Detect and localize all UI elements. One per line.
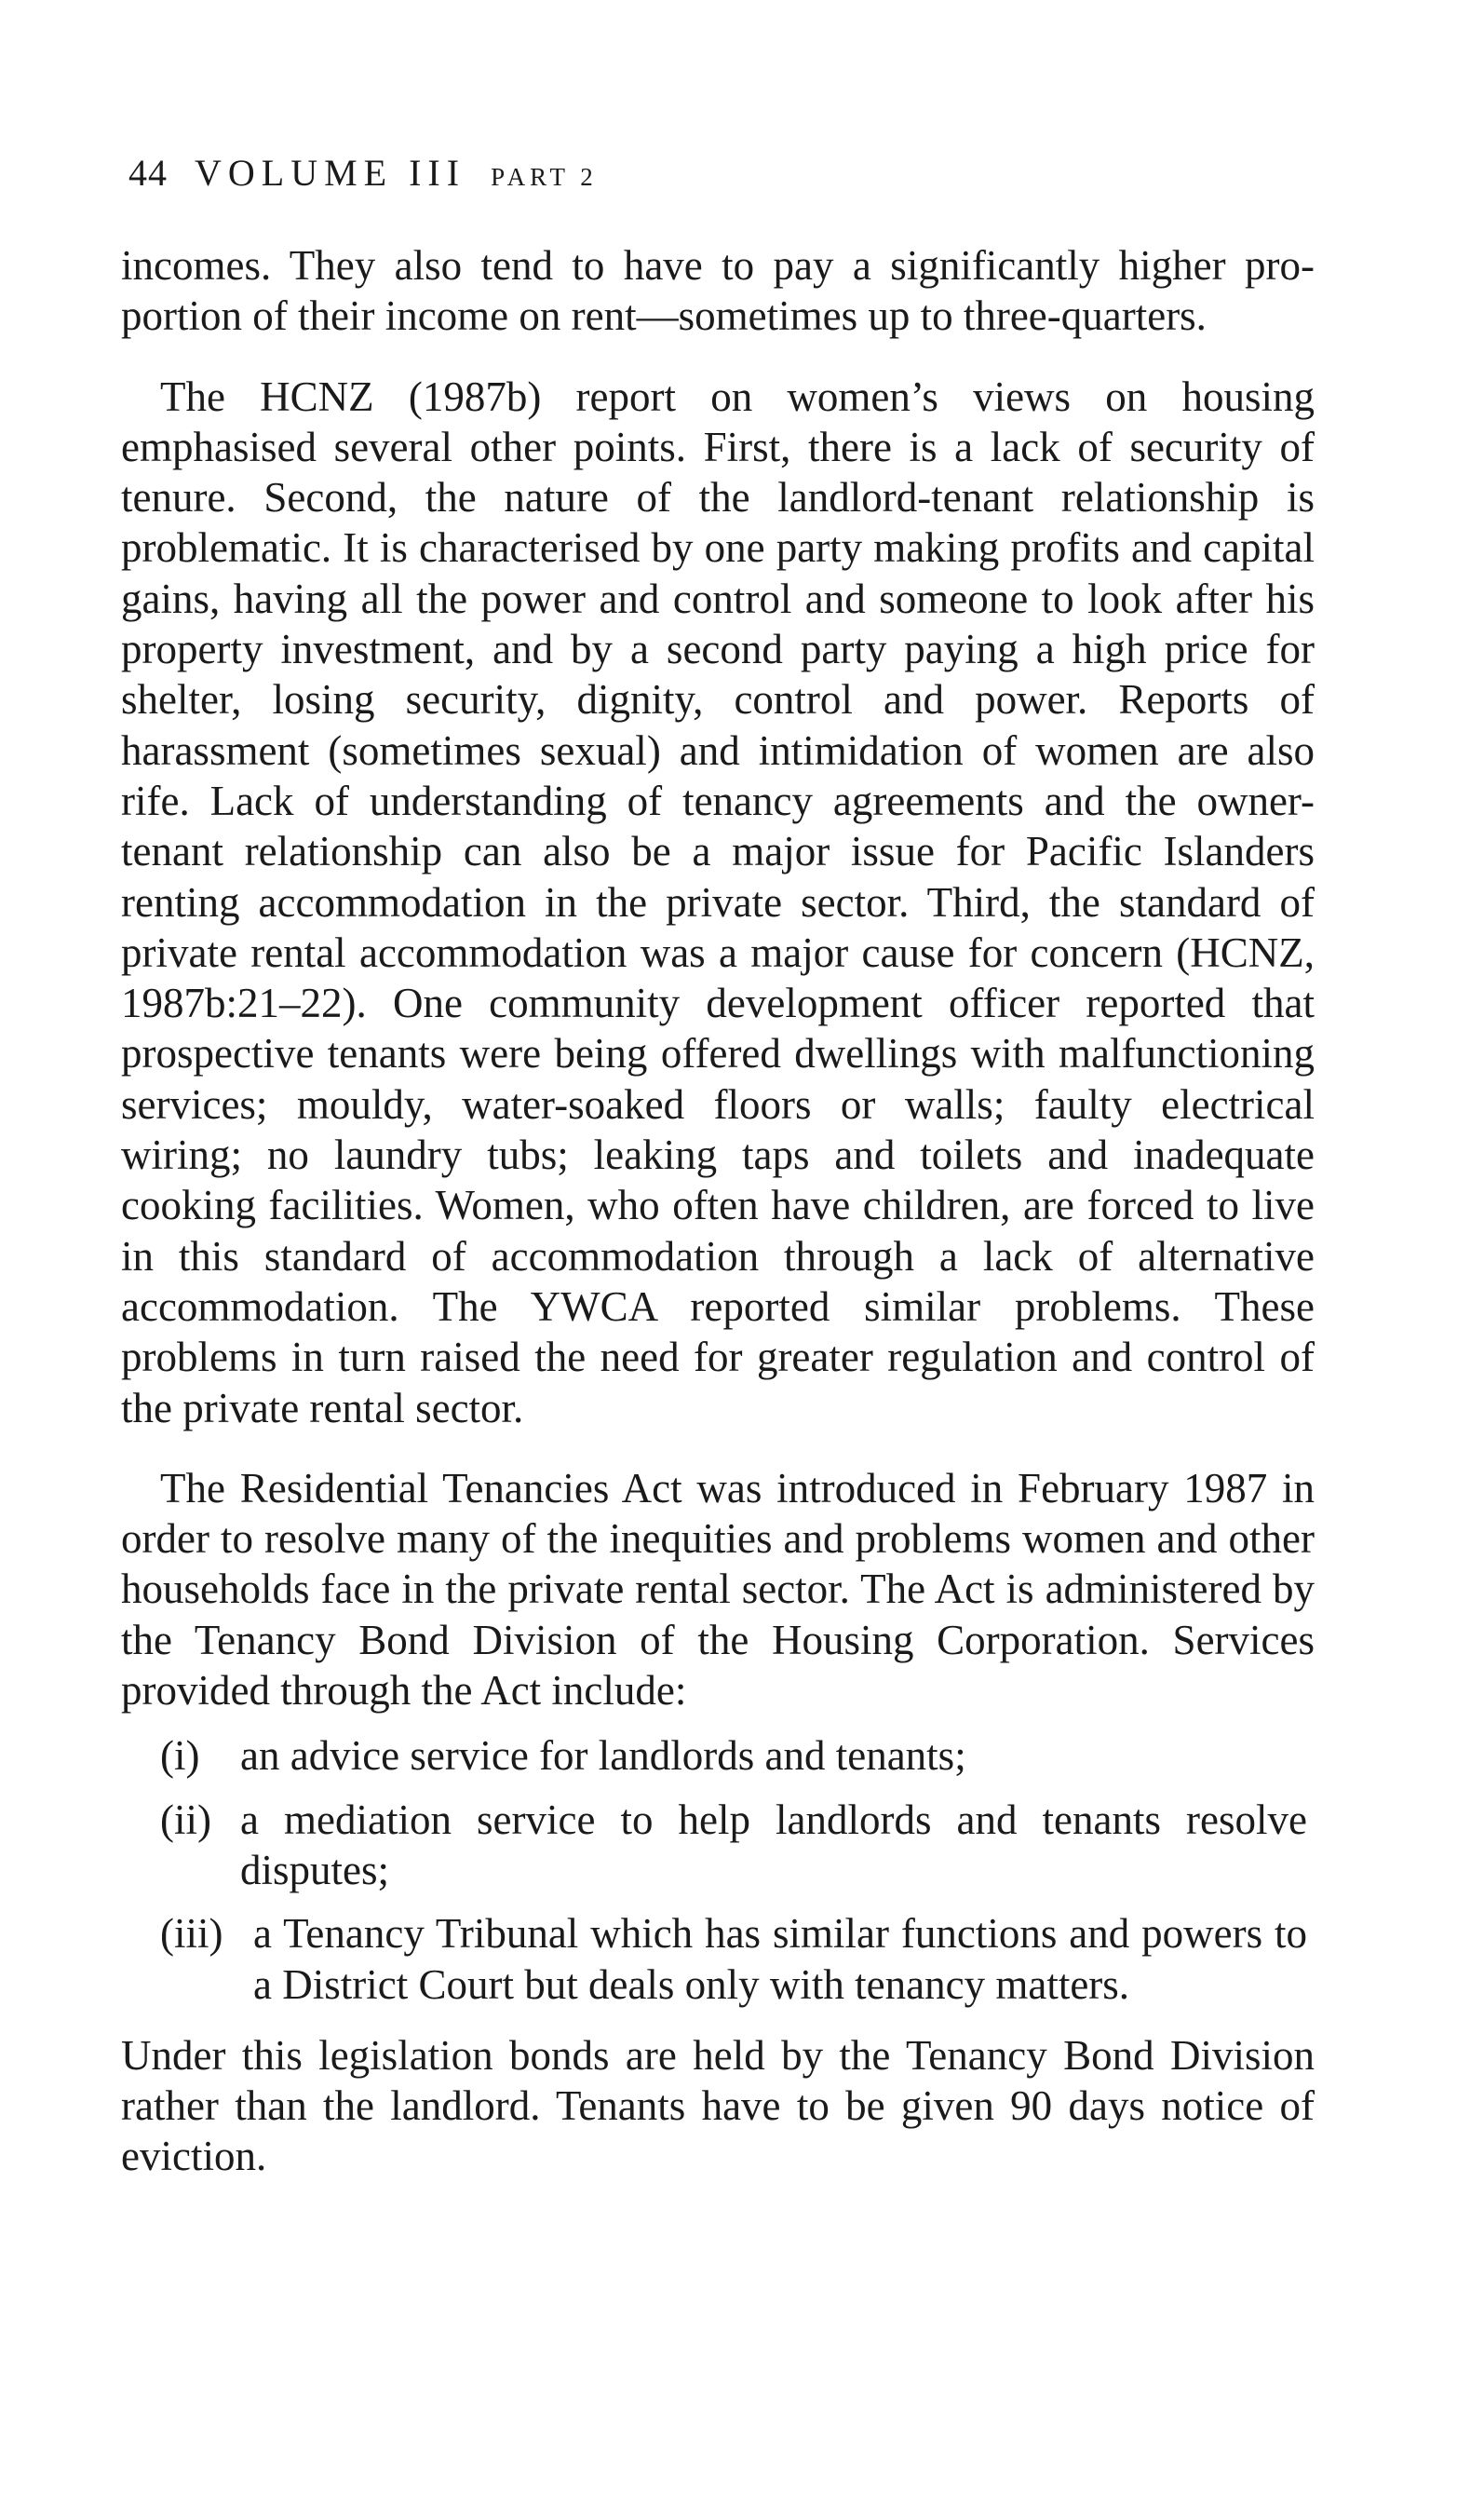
list-item <box>121 1908 1315 2010</box>
list-item-text: a Tenancy Tribunal which has similar functions and powers to a District Court but deals only with tenancy matters. <box>253 1910 1307 2008</box>
running-head <box>128 152 598 194</box>
paragraph-2: The HCNZ (1987b) report on women’s views on housing emphasised several other points. First, there is a lack of security of tenure. Second, the nature of the landlord-tenant relationship is problematic. It is characterised by one party making profits and capital gains, having all the power and control and someone to look after his property investment, and by a second party paying a high price for shelter, losing security, dignity, control and power. Reports of harassment (sometimes sexual) and intimidation of women are also rife. Lack of understanding of tenancy agreements and the owner-tenant relationship can also be a major issue for Pacific Islanders renting accommodation in the private sector. Third, the standard of private rental accommodation was a major cause for concern (HCNZ, 1987b:21–22). One community development officer reported that prospective tenants were being offered dwellings with malfunctioning services; mouldy, water-soaked floors or walls; faulty electrical wiring; no laundry tubs; leaking taps and toilets and inadequate cooking facilities. Women, who often have children, are forced to live in this standard of accommodation through a lack of alternative accommodation. The YWCA reported similar problems. These problems in turn raised the need for greater regulation and control of the private rental sector. <box>121 373 1315 1431</box>
paragraph-3: The Residential Tenancies Act was introduced in February 1987 in order to resolve many of the inequities and problems women and other households face in the private rental sector. The Act is administered by the Tenancy Bond Division of the Housing Corporation. Services provided through the Act include: <box>121 1464 1315 1715</box>
list-item-text: an advice service for landlords and tenants; <box>240 1732 966 1780</box>
list-item <box>121 1795 1315 1896</box>
volume-label: VOLUME III <box>195 152 466 194</box>
body-text <box>121 240 1315 2182</box>
paragraph-1: incomes. They also tend to have to pay a significantly higher proportion of their income on rent—sometimes up to three-quarters. <box>121 242 1315 340</box>
list-item-label: (i) <box>160 1732 200 1780</box>
list-item-text: a mediation service to help landlords and tenants resolve disputes; <box>240 1796 1307 1893</box>
part-label: PART 2 <box>491 163 598 191</box>
page-number: 44 <box>128 152 168 194</box>
services-list <box>121 1730 1315 2009</box>
list-item-label: (ii) <box>160 1796 211 1843</box>
list-item-label: (iii) <box>160 1910 223 1958</box>
paragraph-4: Under this legislation bonds are held by the Tenancy Bond Division rather than the landlord. Tenants have to be given 90 days notice of eviction. <box>121 2031 1315 2180</box>
list-item <box>121 1730 1315 1781</box>
